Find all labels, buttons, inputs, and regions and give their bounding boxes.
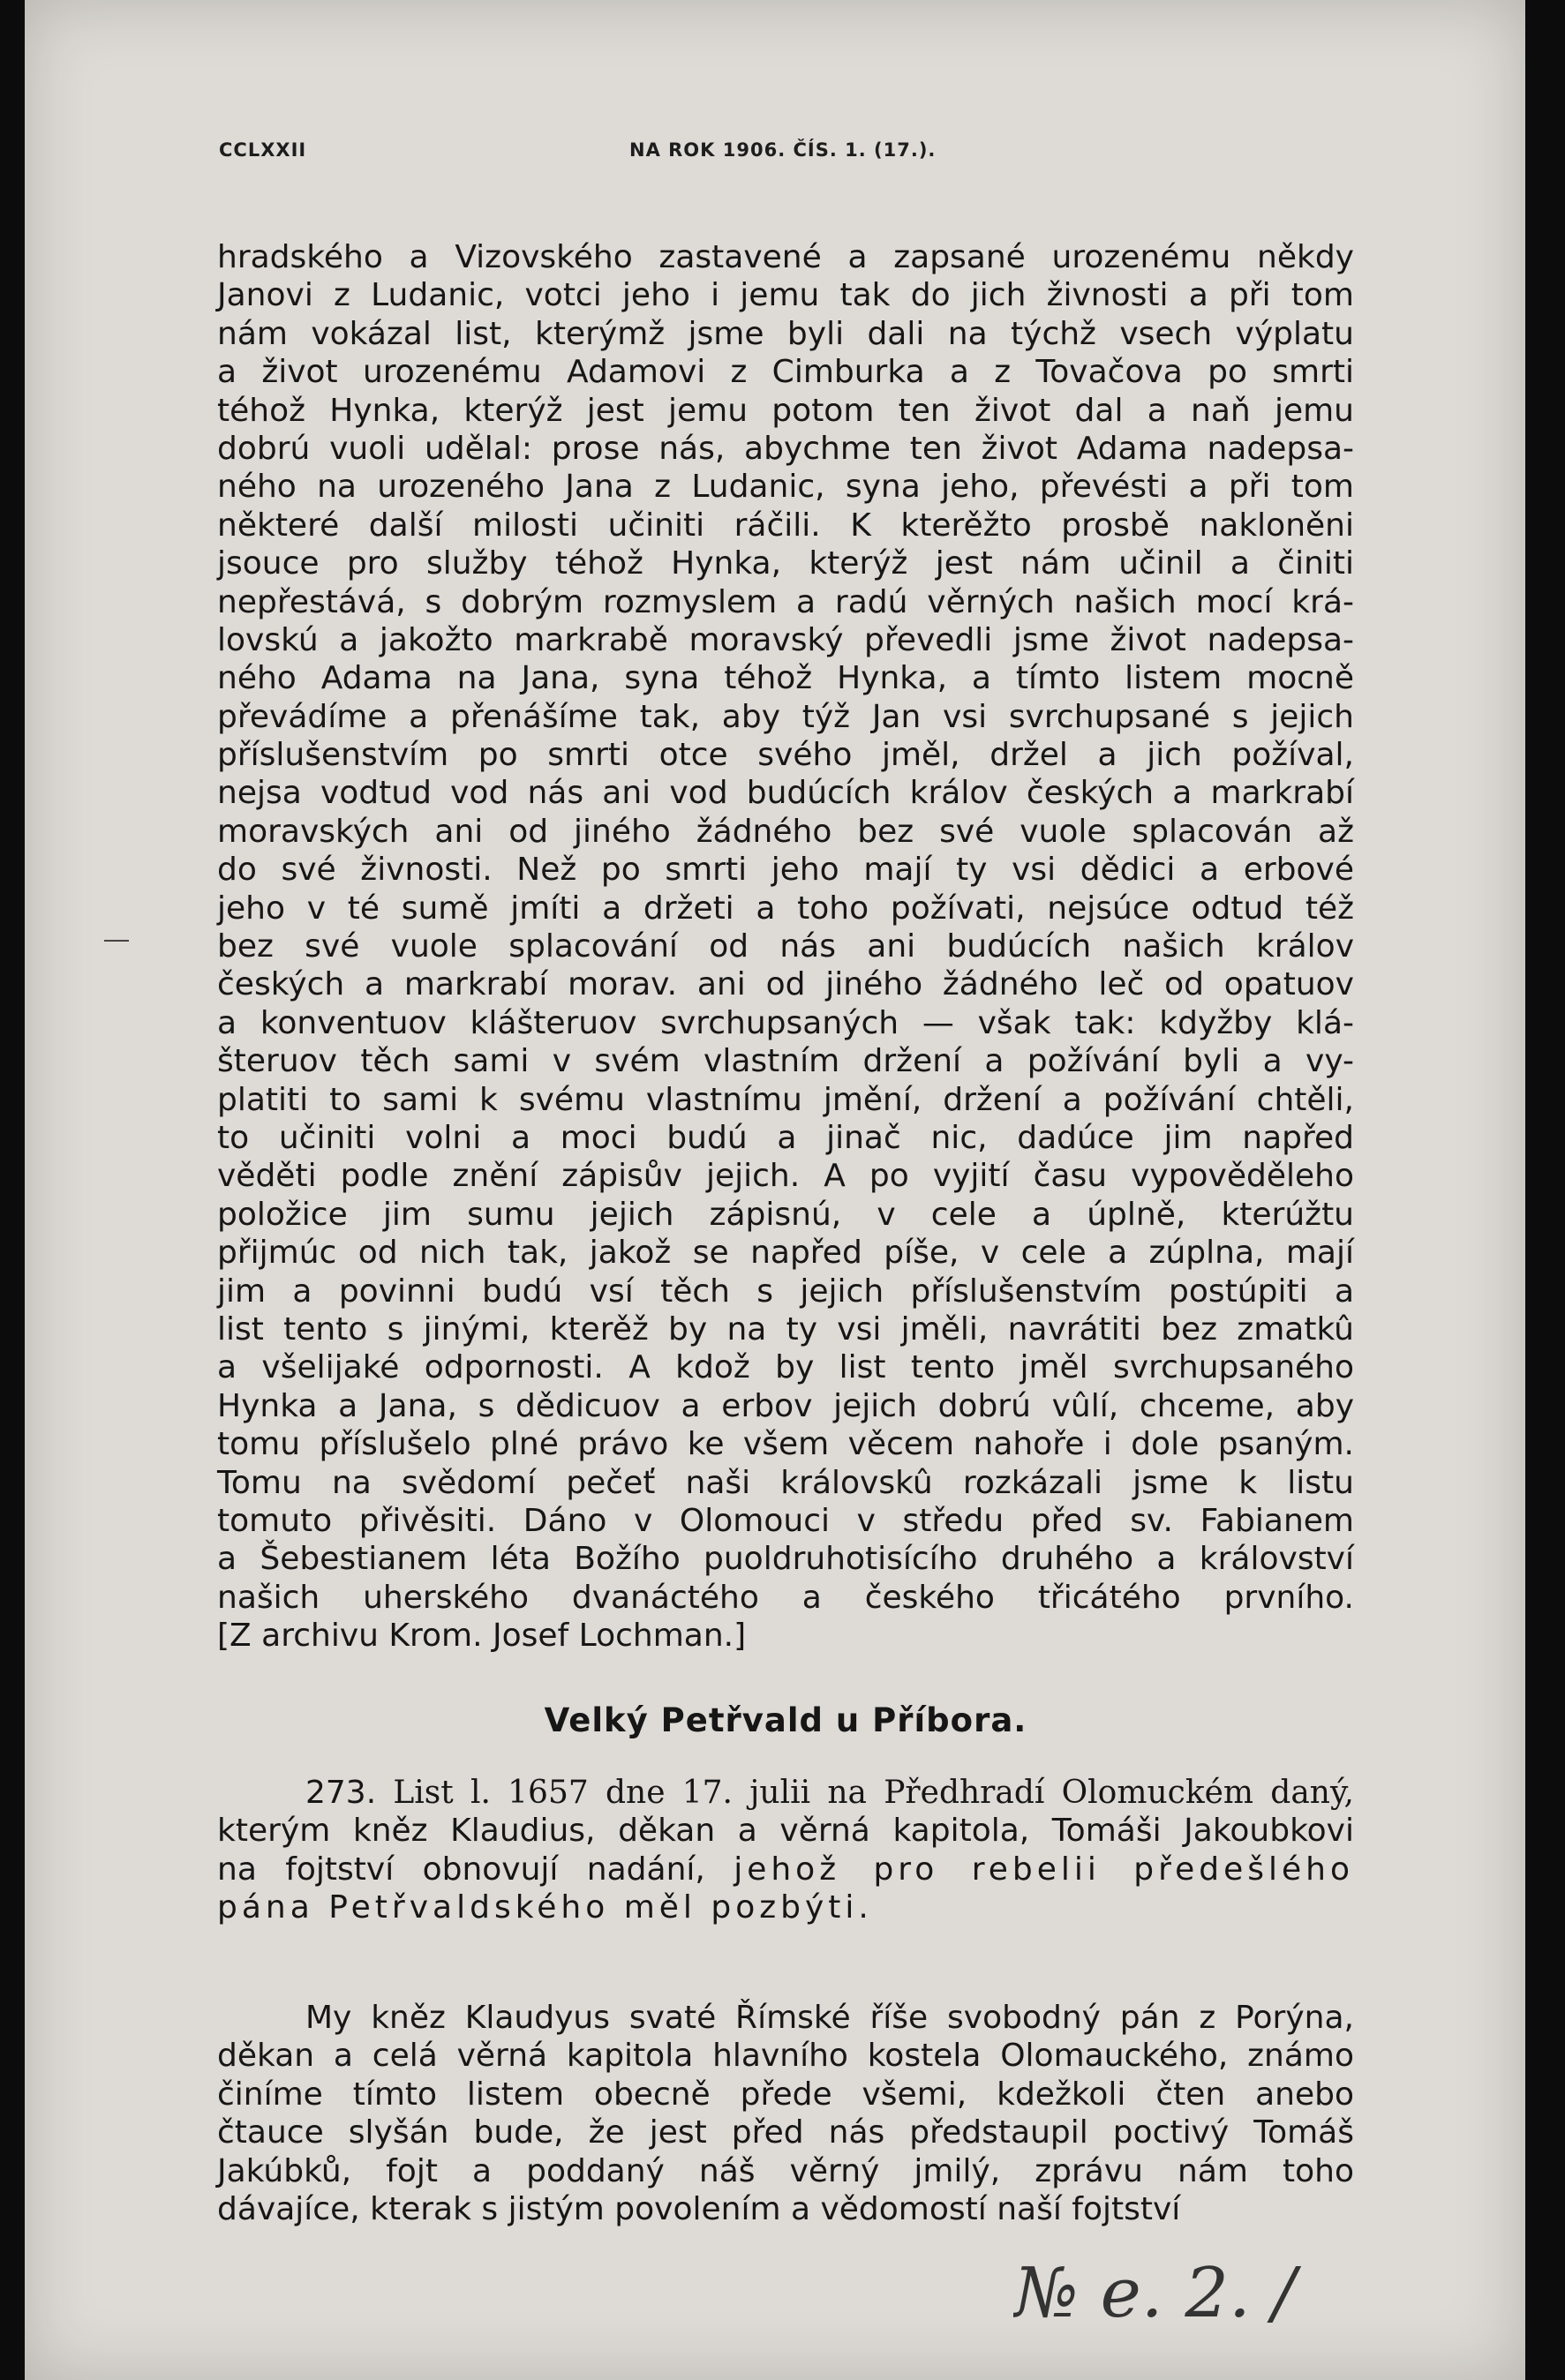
text-line: lovskú a jakožto markrabě moravský převedli jsme život nadepsa- — [217, 621, 1354, 658]
text-line: nepřestává, s dobrým rozmyslem a radú věrných našich mocí krá- — [217, 583, 1354, 620]
text-line: položice jim sumu jejich zápisnú, v cele a úplně, kterúžtu — [217, 1196, 1354, 1233]
text-line: a Šebestianem léta Božího puoldruhotisícího druhého a království — [217, 1541, 1354, 1578]
page-folio: CCLXXII — [219, 139, 307, 161]
regest-line-2: kterým kněz Klaudius, děkan a věrná kapitola, Tomáši Jakoubkovi — [217, 1813, 1354, 1850]
text-line: přijmúc od nich tak, jakož se napřed píše, v cele a zúplna, mají — [217, 1235, 1354, 1272]
regest-line-3 — [217, 1851, 1354, 1888]
text-line: ného Adama na Jana, syna téhož Hynka, a tímto listem mocně — [217, 660, 1354, 697]
text-line: Janovi z Ludanic, votci jeho i jemu tak do jich živnosti a při tom — [217, 277, 1354, 314]
text-line: tomuto přivěsiti. Dáno v Olomouci v středu před sv. Fabianem — [217, 1502, 1354, 1539]
text-line: dávajíce, kterak s jistým povolením a vědomostí naší fojtství — [217, 2190, 1181, 2227]
text-line: hradského a Vizovského zastavené a zapsané urozenému někdy — [217, 239, 1354, 275]
text-line: téhož Hynka, kterýž jest jemu potom ten život dal a naň jemu — [217, 392, 1354, 429]
charter-text-continued — [217, 238, 1354, 1655]
text-line: našich uherského dvanáctého a českého třicátého prvního. — [217, 1579, 1354, 1616]
document-regest — [217, 1774, 1354, 1927]
handwritten-note: № e. 2. / — [1013, 2254, 1296, 2333]
section-heading: Velký Petřvald u Příbora. — [544, 1701, 1027, 1739]
text-line: ného na urozeného Jana z Ludanic, syna jeho, převésti a při tom — [217, 469, 1354, 506]
text-line: a konventuov klášteruov svrchupsaných — však tak: kdyžby klá- — [217, 1004, 1354, 1041]
text-line: děkan a celá věrná kapitola hlavního kostela Olomauckého, známo — [217, 2038, 1354, 2075]
text-line: platiti to sami k svému vlastnímu jmění, držení a požívání chtěli, — [217, 1081, 1354, 1118]
text-line: převádíme a přenášíme tak, aby týž Jan vsi svrchupsané s jejich — [217, 698, 1354, 735]
regest-line-1 — [217, 1774, 1354, 1812]
text-line: a všelijaké odpornosti. A kdož by list tento jměl svrchupsaného — [217, 1349, 1354, 1386]
text-line: to učiniti volni a moci budú a jinač nic, dadúce jim napřed — [217, 1119, 1354, 1156]
text-line: čtauce slyšán bude, že jest před nás předstaupil poctivý Tomáš — [217, 2114, 1354, 2151]
spaced-emphasis: jehož pro rebelii předešlého — [734, 1851, 1354, 1888]
text-line: Jakúbků, fojt a poddaný náš věrný jmilý, zprávu nám toho — [217, 2152, 1354, 2189]
running-title: NA ROK 1906. ČÍS. 1. (17.). — [629, 139, 937, 161]
text-line: některé další milosti učiniti ráčili. K kterěžto prosbě nakloněni — [217, 507, 1354, 544]
text-line: list tento s jinými, kterěž by na ty vsi jměli, navrátiti bez zmatkû — [217, 1310, 1354, 1348]
text-line: věděti podle znění zápisův jejich. A po vyjití času vypověděleho — [217, 1158, 1354, 1195]
text-line: nejsa vodtud vod nás ani vod budúcích králov českých a markrabí — [217, 775, 1354, 812]
charter-text-273 — [217, 1999, 1354, 2228]
text-line: [Z archivu Krom. Josef Lochman.] — [217, 1618, 747, 1655]
text-line: do své živnosti. Než po smrti jeho mají ty vsi dědici a erbové — [217, 852, 1354, 889]
text-line: moravských ani od jiného žádného bez své vuole splacován až — [217, 813, 1354, 850]
fraktur-caption: List l. 1657 dne 17. julii na Předhradí Olomuckém daný, — [393, 1775, 1354, 1811]
text-line: jim a povinni budú vsí těch s jejich příslušenstvím postúpiti a — [217, 1273, 1354, 1310]
text-line: My kněz Klaudyus svaté Římské říše svobodný pán z Porýna, — [305, 2000, 1354, 2036]
margin-mark — [104, 940, 129, 942]
text-line: jsouce pro služby téhož Hynka, kterýž jest nám učinil a činiti — [217, 545, 1354, 582]
text-line: činíme tímto listem obecně přede všemi, kdežkoli čten anebo — [217, 2076, 1354, 2113]
handwritten-annotation — [1013, 2233, 1455, 2356]
regest-text: na fojtství obnovují nadání, — [217, 1851, 705, 1888]
text-line: dobrú vuoli udělal: prose nás, abychme ten život Adama nadepsa- — [217, 430, 1354, 467]
scanned-page — [25, 0, 1525, 2380]
text-line: šteruov těch sami v svém vlastním držení a požívání byli a vy- — [217, 1043, 1354, 1080]
regest-line-4: pána Petřvaldského měl pozbýti. — [217, 1889, 873, 1926]
text-line: bez své vuole splacování od nás ani budúcích našich králov — [217, 928, 1354, 965]
text-line: nám vokázal list, kterýmž jsme byli dali na týchž vsech výplatu — [217, 315, 1354, 352]
text-line: a život urozenému Adamovi z Cimburka a z Tovačova po smrti — [217, 354, 1354, 391]
text-line: tomu příslušelo plné právo ke všem věcem nahoře i dole psaným. — [217, 1426, 1354, 1463]
document-number: 273. — [305, 1775, 377, 1811]
text-line: českých a markrabí morav. ani od jiného žádného leč od opatuov — [217, 966, 1354, 1003]
text-line: příslušenstvím po smrti otce svého jměl, držel a jich požíval, — [217, 737, 1354, 774]
text-line: jeho v té sumě jmíti a držeti a toho požívati, nejsúce odtud též — [217, 890, 1354, 927]
text-line: Tomu na svědomí pečeť naši královskû rozkázali jsme k listu — [217, 1464, 1354, 1501]
running-header — [219, 139, 1322, 175]
text-line: Hynka a Jana, s dědicuov a erbov jejich dobrú vûlí, chceme, aby — [217, 1387, 1354, 1424]
